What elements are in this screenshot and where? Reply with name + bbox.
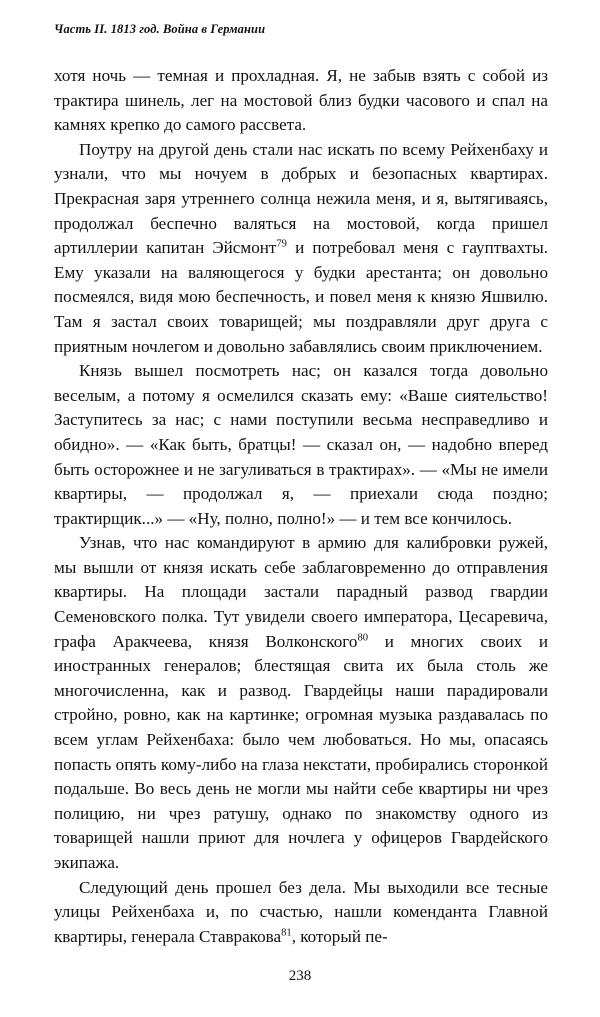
footnote-marker-80[interactable]: 80	[357, 631, 369, 643]
paragraph-2-text-part-1: Поутру на другой день стали нас искать по всему Рейхенбаху и узнали, что мы ночуем в добрых и безопасных квартирах. Прекрасная заря утреннего солнца нежила меня, и я, вытягиваясь, продолжал беспечно валяться на мостовой, когда пришел артиллерии капитан Эйсмонт	[54, 139, 548, 258]
paragraph-4	[54, 531, 548, 875]
paragraph-2-text-part-2: и потребовал меня с гауптвахты. Ему указали на валяющегося у будки арестанта; он довольно посмеялся, видя мою беспечность, и повел меня к князю Яшвилю. Там я застал своих товарищей; мы поздравляли друг друга с приятным ночлегом и довольно забавлялись своим приключением.	[54, 238, 548, 356]
footnote-marker-79[interactable]: 79	[276, 238, 287, 250]
paragraph-2	[54, 138, 548, 359]
paragraph-5	[54, 876, 548, 950]
paragraph-4-text-part-1: Узнав, что нас командируют в армию для калибровки ружей, мы вышли от князя искать себе заблаговременно до отправления квартиры. На площади застали парадный развод гвардии Семеновского полка. Тут увидели своего императора, Цесаревича, графа Аракчеева, князя Волконского	[54, 533, 548, 651]
paragraph-1	[54, 64, 548, 138]
paragraph-3	[54, 359, 548, 531]
text-block	[54, 64, 548, 949]
paragraph-5-text-part-2: , который пе-	[291, 926, 388, 946]
paragraph-4-text-part-2: и многих своих и иностранных генералов; блестящая свита их была столь же многочисленна, как и развод. Гвардейцы наши парадировали стройно, ровно, как на картинке; огромная музыка раздавалась по всем углам Рейхенбаха: было чем любоваться. Но мы, опасаясь попасть опять кому-либо на глаза некстати, пробирались сторонкой подальше. Во весь день не могли мы найти себе квартиры ни чрез полицию, ни чрез ратушу, однако по знакомству одного из товарищей нашли приют для ночлега у офицеров Гвардейского экипажа.	[54, 631, 549, 872]
paragraph-5-text-part-1: Следующий день прошел без дела. Мы выходили все тесные улицы Рейхенбаха и, по счастью, нашли коменданта Главной квартиры, генерала Ставракова	[54, 877, 548, 946]
paragraph-3-text: Князь вышел посмотреть нас; он казался тогда довольно веселым, а потому я осмелился сказать ему: «Ваше сиятельство! Заступитесь за нас; с нами поступили весьма несправедливо и обидно». — «Как быть, братцы! — сказал он, — надобно вперед быть осторожнее и не загуливаться в трактирах». — «Мы не имели квартиры, — продолжал я, — приехали сюда поздно; трактирщик...» — «Ну, полно, полно!» — и тем все кончилось.	[54, 361, 548, 528]
page-number: 238	[288, 968, 312, 984]
running-head: Часть II. 1813 год. Война в Германии	[54, 22, 266, 36]
paragraph-1-text: хотя ночь — темная и прохладная. Я, не забыв взять с собой из трактира шинель, лег на мостовой близ будки часового и спал на камнях крепко до самого рассвета.	[54, 66, 548, 135]
footnote-marker-81[interactable]: 81	[281, 927, 292, 939]
